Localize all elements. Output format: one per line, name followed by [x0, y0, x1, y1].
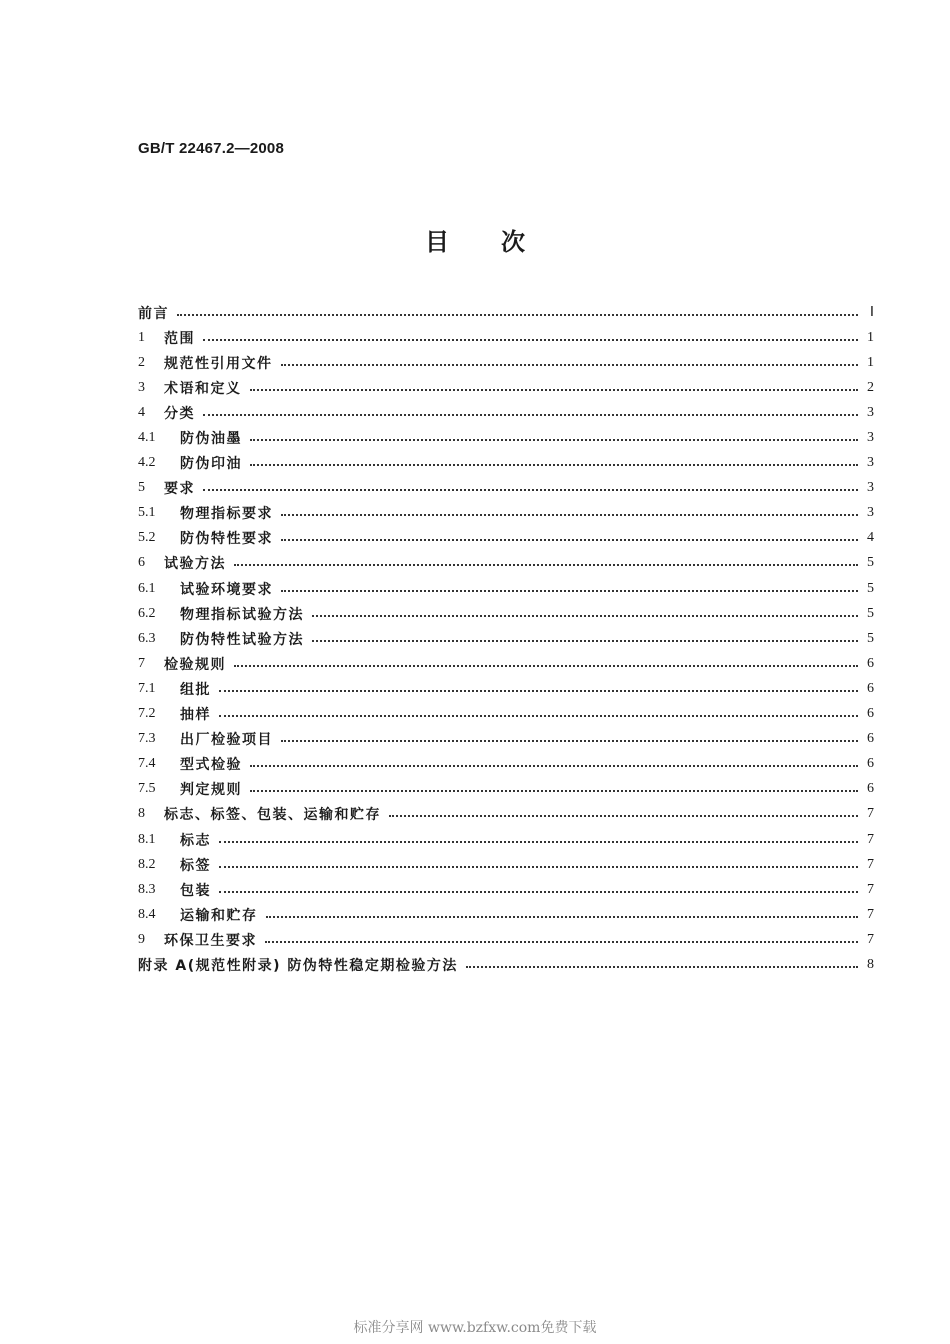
toc-entry[interactable]: [138, 877, 874, 902]
toc-entry-label: 环保卫生要求: [164, 932, 257, 949]
toc-entry-label: 前言: [138, 305, 169, 322]
toc-entry[interactable]: [138, 576, 874, 601]
toc-entry-number: 8.2: [138, 856, 156, 872]
toc-entry[interactable]: [138, 325, 874, 350]
toc-leader-dots: [312, 626, 858, 642]
toc-entry-label: 物理指标要求: [180, 506, 273, 523]
toc-entry-number: 6: [138, 555, 145, 571]
toc-leader-dots: [281, 576, 858, 592]
toc-entry-page: 5: [867, 630, 874, 646]
toc-entry[interactable]: [138, 927, 874, 952]
title-char-1: 目: [425, 228, 449, 256]
toc-entry-number: 8: [138, 806, 145, 822]
toc-entry[interactable]: [138, 375, 874, 400]
toc-entry-page: 1: [867, 354, 874, 370]
toc-leader-dots: [250, 375, 859, 391]
toc-leader-dots: [281, 500, 858, 516]
toc-entry-label: 包装: [180, 882, 211, 899]
toc-entry[interactable]: [138, 802, 874, 827]
page-title: [0, 222, 950, 257]
toc-entry-page: 7: [867, 881, 874, 897]
toc-leader-dots: [203, 325, 858, 341]
toc-entry[interactable]: [138, 702, 874, 727]
toc-entry-label: 判定规则: [180, 782, 242, 799]
toc-entry-label: 分类: [164, 405, 195, 422]
toc-entry[interactable]: [138, 451, 874, 476]
toc-leader-dots: [281, 525, 858, 541]
toc-entry[interactable]: [138, 752, 874, 777]
toc-entry[interactable]: [138, 526, 874, 551]
toc-leader-dots: [281, 350, 859, 366]
toc-entry-number: 7.3: [138, 731, 156, 747]
toc-entry-number: 4.1: [138, 430, 156, 446]
toc-entry-label: 抽样: [180, 707, 211, 724]
toc-entry-page: 7: [867, 931, 874, 947]
toc-entry-number: 5.1: [138, 505, 156, 521]
toc-entry-page: 5: [867, 555, 874, 571]
toc-entry[interactable]: [138, 551, 874, 576]
toc-entry[interactable]: [138, 400, 874, 425]
toc-entry-number: 4: [138, 404, 145, 420]
toc-entry-page: Ⅰ: [869, 305, 874, 321]
toc-entry-page: 1: [867, 329, 874, 345]
toc-entry-page: 6: [867, 655, 874, 671]
toc-entry-page: 2: [867, 379, 874, 395]
title-char-2: 次: [501, 228, 525, 256]
toc-entry-page: 3: [867, 430, 874, 446]
toc-entry[interactable]: [138, 501, 874, 526]
toc-leader-dots: [219, 701, 858, 717]
toc-entry[interactable]: [138, 676, 874, 701]
toc-leader-dots: [250, 450, 858, 466]
toc-leader-dots: [219, 676, 858, 692]
toc-entry[interactable]: [138, 300, 874, 325]
toc-entry-number: 6.2: [138, 605, 156, 621]
toc-leader-dots: [219, 827, 858, 843]
toc-entry-number: 8.3: [138, 881, 156, 897]
toc-entry-label: 试验环境要求: [180, 581, 273, 598]
toc-leader-dots: [219, 877, 858, 893]
toc-entry-label: 术语和定义: [164, 380, 242, 397]
toc-entry[interactable]: [138, 425, 874, 450]
toc-entry-page: 6: [867, 756, 874, 772]
toc-entry-page: 6: [867, 680, 874, 696]
toc-entry-label: 防伪印油: [180, 456, 242, 473]
toc-entry-label: 防伪特性要求: [180, 531, 273, 548]
toc-entry-page: 4: [867, 530, 874, 546]
toc-leader-dots: [250, 751, 858, 767]
toc-leader-dots: [250, 776, 858, 792]
toc-entry-label: 检验规则: [164, 656, 226, 673]
toc-entry-number: 5.2: [138, 530, 156, 546]
toc-entry-label: 防伪特性试验方法: [180, 631, 304, 648]
toc-entry-number: 1: [138, 329, 145, 345]
toc-entry-page: 6: [867, 706, 874, 722]
toc-leader-dots: [250, 425, 858, 441]
toc-entry-label: 组批: [180, 681, 211, 698]
toc-leader-dots: [265, 927, 858, 943]
toc-entry-number: 8.1: [138, 831, 156, 847]
toc-entry-label: 防伪油墨: [180, 431, 242, 448]
toc-entry[interactable]: [138, 852, 874, 877]
toc-entry-number: 9: [138, 931, 145, 947]
toc-entry[interactable]: [138, 626, 874, 651]
toc-leader-dots: [203, 400, 858, 416]
toc-entry-page: 6: [867, 731, 874, 747]
toc-entry-number: 5: [138, 480, 145, 496]
toc-entry-number: 3: [138, 379, 145, 395]
toc-leader-dots: [281, 726, 858, 742]
toc-leader-dots: [234, 550, 858, 566]
toc-entry[interactable]: [138, 350, 874, 375]
toc-leader-dots: [219, 852, 858, 868]
toc-entry-number: 6.1: [138, 580, 156, 596]
toc-leader-dots: [177, 300, 858, 316]
toc-entry-label: 运输和贮存: [180, 907, 258, 924]
toc-entry-number: 7: [138, 655, 145, 671]
toc-entry[interactable]: [138, 476, 874, 501]
toc-entry-label: 附录 A(规范性附录) 防伪特性稳定期检验方法: [138, 957, 458, 974]
toc-entry-label: 范围: [164, 330, 195, 347]
toc-leader-dots: [203, 475, 858, 491]
toc-entry-page: 8: [867, 956, 874, 972]
toc-entry-number: 7.2: [138, 706, 156, 722]
toc-entry[interactable]: [138, 727, 874, 752]
toc-entry-label: 规范性引用文件: [164, 355, 273, 372]
toc-entry-label: 型式检验: [180, 757, 242, 774]
toc-entry-page: 5: [867, 605, 874, 621]
toc-entry[interactable]: [138, 902, 874, 927]
toc-entry-page: 3: [867, 505, 874, 521]
toc-entry-label: 要求: [164, 481, 195, 498]
table-of-contents: [138, 300, 874, 978]
toc-entry-page: 5: [867, 580, 874, 596]
toc-entry[interactable]: [138, 827, 874, 852]
toc-entry[interactable]: [138, 651, 874, 676]
toc-entry[interactable]: [138, 777, 874, 802]
toc-leader-dots: [466, 952, 858, 968]
toc-entry-label: 标志、标签、包装、运输和贮存: [164, 807, 381, 824]
toc-entry-page: 3: [867, 404, 874, 420]
toc-entry-number: 6.3: [138, 630, 156, 646]
toc-entry-number: 7.5: [138, 781, 156, 797]
toc-leader-dots: [389, 801, 858, 817]
toc-entry[interactable]: [138, 952, 874, 977]
toc-entry-number: 2: [138, 354, 145, 370]
toc-entry-number: 8.4: [138, 906, 156, 922]
toc-leader-dots: [312, 601, 858, 617]
toc-entry-number: 7.1: [138, 680, 156, 696]
toc-entry-number: 7.4: [138, 756, 156, 772]
toc-entry-page: 7: [867, 831, 874, 847]
standard-code: GB/T 22467.2—2008: [138, 140, 284, 157]
toc-entry-label: 试验方法: [164, 556, 226, 573]
toc-leader-dots: [234, 651, 858, 667]
toc-entry-page: 3: [867, 455, 874, 471]
toc-entry-page: 7: [867, 856, 874, 872]
toc-entry-label: 出厂检验项目: [180, 732, 273, 749]
toc-entry-label: 标签: [180, 857, 211, 874]
toc-entry-page: 7: [867, 906, 874, 922]
toc-entry-label: 物理指标试验方法: [180, 606, 304, 623]
toc-entry-page: 6: [867, 781, 874, 797]
toc-leader-dots: [266, 902, 859, 918]
toc-entry-page: 7: [867, 806, 874, 822]
toc-entry[interactable]: [138, 601, 874, 626]
toc-entry-page: 3: [867, 480, 874, 496]
watermark: 标准分享网 www.bzfxw.com免费下载: [353, 1320, 597, 1336]
toc-entry-label: 标志: [180, 832, 211, 849]
toc-entry-number: 4.2: [138, 455, 156, 471]
